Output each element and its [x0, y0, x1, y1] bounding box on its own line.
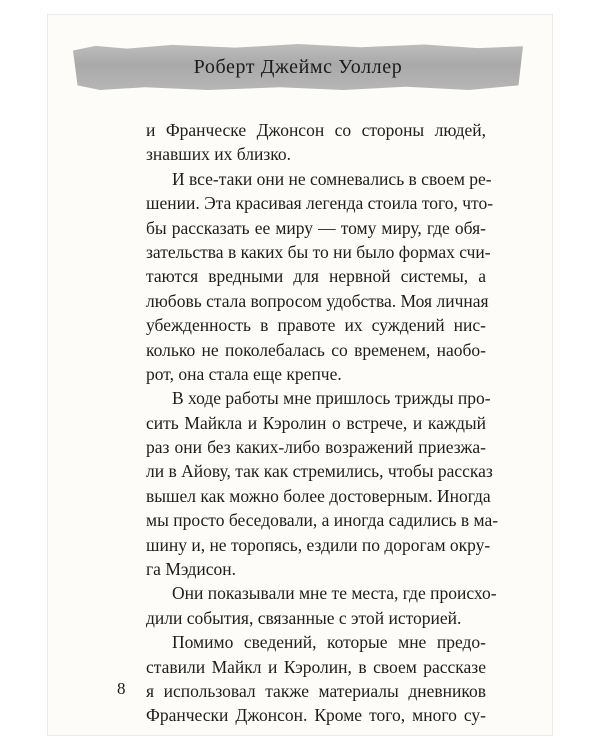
- text-line: ли в Айову, так как стремились, чтобы рассказ: [146, 461, 493, 482]
- text-line: Франчески Джонсон. Кроме того, много су-: [146, 705, 486, 726]
- text-line: сить Майкла и Кэролин о встрече, и каждый: [146, 412, 486, 433]
- text-line: Они показывали мне те места, где происхо-: [172, 583, 497, 604]
- text-line: колько не поколебалась со временем, наобо-: [146, 339, 486, 360]
- text-line: раз они без каких-либо возражений приезжа-: [146, 437, 486, 458]
- text-line: бы рассказать ее миру — тому миру, где обя-: [146, 217, 486, 238]
- text-line: Помимо сведений, которые мне предо-: [172, 632, 486, 653]
- text-line: я использовал также материалы дневников: [146, 680, 486, 701]
- text-line: любовь стала вопросом удобства. Моя личная: [146, 290, 489, 311]
- text-line: И все-таки они не сомневались в своем ре-: [172, 168, 492, 189]
- text-line: шении. Эта красивая легенда стоила того, что-: [146, 193, 494, 214]
- text-line: В ходе работы мне пришлось трижды про-: [172, 388, 491, 409]
- body-text: [146, 118, 499, 728]
- text-line: вышел как можно более достоверным. Иногда: [146, 485, 491, 506]
- text-line: зательства в каких бы то ни было формах счи-: [146, 241, 491, 262]
- text-line: дили события, связанные с этой историей.: [146, 607, 462, 628]
- page-number: 8: [117, 679, 126, 698]
- text-line: и Франческе Джонсон со стороны людей,: [146, 120, 486, 140]
- text-line: знавших их близко.: [146, 144, 291, 165]
- text-line: ставили Майкл и Кэролин, в своем рассказе: [146, 656, 486, 677]
- text-line: рот, она стала еще крепче.: [146, 363, 342, 384]
- text-line: га Мэдисон.: [146, 559, 237, 580]
- running-header-title: Роберт Джеймс Уоллер: [193, 56, 403, 78]
- text-line: убежденность в правоте их суждений нис-: [146, 315, 486, 336]
- text-line: шину и, не торопясь, ездили по дорогам окру-: [146, 534, 491, 555]
- text-line: таются вредными для нервной системы, а: [146, 266, 486, 287]
- text-line: мы просто беседовали, а иногда садились в ма-: [146, 510, 499, 531]
